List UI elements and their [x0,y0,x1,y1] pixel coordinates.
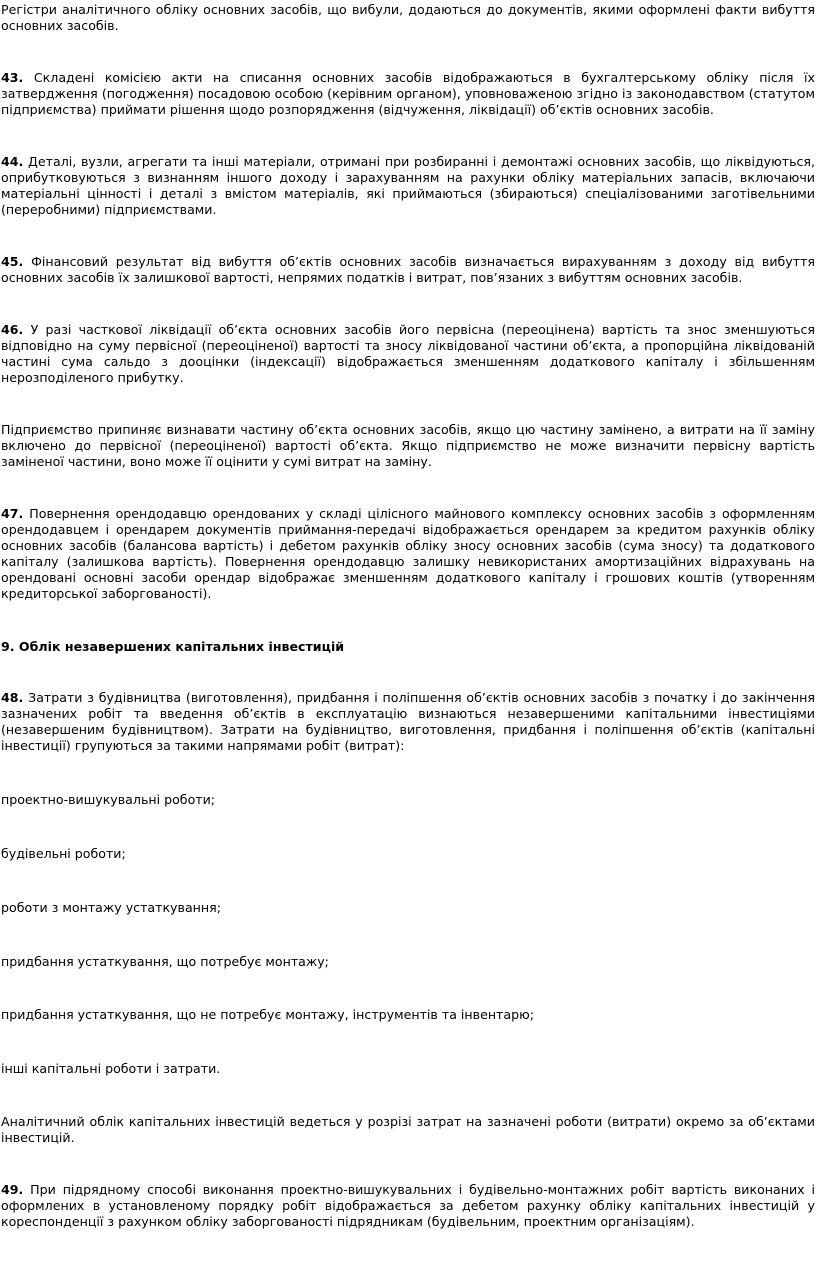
list-item: інші капітальні роботи і затрати. [1,1061,221,1076]
paragraph-49 [1,1182,815,1230]
list-item: придбання устаткування, що не потребує монтажу, інструментів та інвентарю; [1,1007,534,1022]
list-item: роботи з монтажу устаткування; [1,900,221,915]
paragraph-number: 46. [1,322,24,337]
paragraph-46-continued: Підприємство припиняє визнавати частину об’єкта основних засобів, якщо цю частину замінено, а витрати на її заміну включено до первісної (переоціненої) вартості об’єкта. Якщо підприємство не може визначити первісну вартість заміненої частини, воно може її оцінити у сумі витрат на заміну. [1,422,815,469]
list-item: будівельні роботи; [1,846,126,861]
paragraph-text: Фінансовий результат від вибуття об’єктів основних засобів визначається вирахуванням з доходу від вибуття основних засобів їх залишкової вартості, непрямих податків і витрат, пов’язаних з вибуттям основних засобів. [1,254,815,285]
paragraph-45 [1,254,815,286]
paragraph-number: 49. [1,1182,24,1197]
paragraph-46 [1,322,815,386]
paragraph-number: 48. [1,690,24,705]
paragraph-intro: Регістри аналітичного обліку основних засобів, що вибули, додаються до документів, якими оформлені факти вибуття основних засобів. [1,2,815,33]
paragraph-number: 45. [1,254,24,269]
paragraph-44 [1,154,815,218]
paragraph-number: 44. [1,154,24,169]
paragraph-text: Деталі, вузли, агрегати та інші матеріали, отримані при розбиранні і демонтажі основних засобів, що ліквідуються, оприбутковуються з визнанням іншого доходу і зарахуванням на рахунки обліку матеріальних запасів, включаючи матеріальні цінності і деталі з вмістом матеріалів, які приймаються (збираються) спеціалізованими заготівельними (переробними) підприємствами. [1,154,815,217]
paragraph-text: Складені комісією акти на списання основних засобів відображаються в бухгалтерському обліку після їх затвердження (погодження) посадовою особою (керівним органом), уповноваженою згідно із законодавством (статутом підприємства) приймати рішення щодо розпорядження (відчуження, ліквідації) об’єктів основних засобів. [1,70,815,117]
paragraph-text: У разі часткової ліквідації об’єкта основних засобів його первісна (переоцінена) вартість та знос зменшуються відповідно на суму первісної (переоціненої) вартості та зносу ліквідованої частини об’єкта, а пропорційна ліквідованій частині сума сальдо з дооцінки (індексації) відображається зменшенням додаткового капіталу і збільшенням нерозподіленого прибутку. [1,322,815,385]
list-item: проектно-вишукувальні роботи; [1,792,216,807]
paragraph-number: 43. [1,70,24,85]
paragraph-43 [1,70,815,118]
paragraph-text: Затрати з будівництва (виготовлення), придбання і поліпшення об’єктів основних засобів з початку і до закінчення зазначених робіт та введення об’єктів в експлуатацію визнаються незавершеними капітальними інвестиціями (незавершеним будівництвом). Затрати на будівництво, виготовлення, придбання і поліпшення об’єктів (капітальні інвестиції) групуються за такими напрямами робіт (витрат): [1,690,815,753]
paragraph-48 [1,690,815,754]
paragraph-text: Повернення орендодавцю орендованих у складі цілісного майнового комплексу основних засобів з оформленням орендодавцем і орендарем документів приймання-передачі відображається орендарем за кредитом рахунків обліку основних засобів (балансова вартість) і дебетом рахунків обліку зносу основних засобів (сума зносу) та додаткового капіталу (залишкова вартість). Повернення орендодавцю залишку невикористаних амортизаційних відрахувань на орендовані основні засоби орендар відображає зменшенням додаткового капіталу і грошових коштів (утворенням кредиторської заборгованості). [1,506,815,601]
paragraph-47 [1,506,815,602]
paragraph-48-analytics: Аналітичний облік капітальних інвестицій ведеться у розрізі затрат на зазначені роботи (витрати) окремо за об’єктами інвестицій. [1,1114,815,1145]
list-item: придбання устаткування, що потребує монтажу; [1,954,329,969]
paragraph-number: 47. [1,506,24,521]
paragraph-text: При підрядному способі виконання проектно-вишукувальних і будівельно-монтажних робіт вартість виконаних і оформлених в установленому порядку робіт відображається за дебетом рахунку обліку капітальних інвестицій у кореспонденції з рахунком обліку заборгованості підрядникам (будівельним, проектним організаціям). [1,1182,815,1229]
section-heading-9: 9. Облік незавершених капітальних інвестицій [1,639,345,654]
